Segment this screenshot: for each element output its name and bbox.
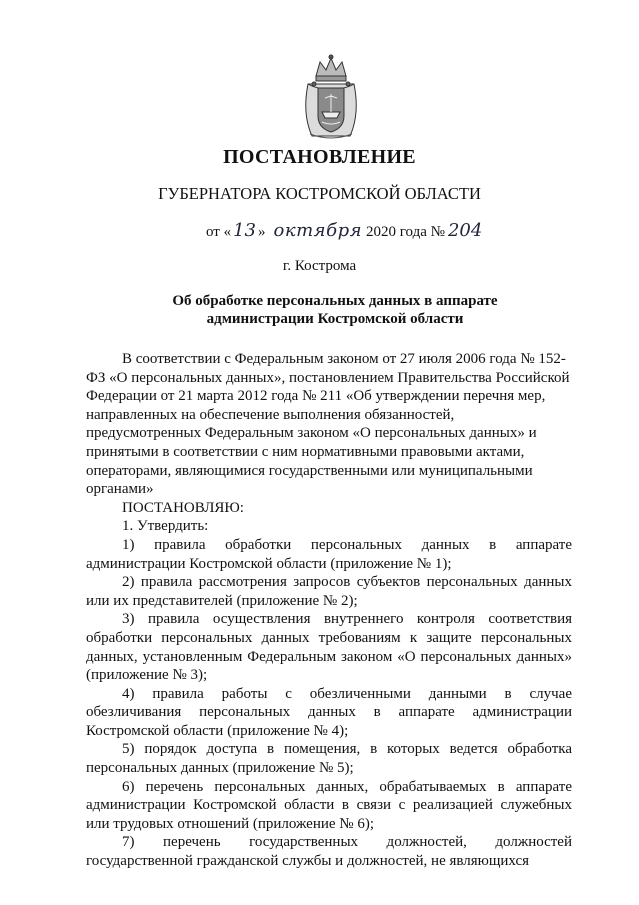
- issuer-subtitle: ГУБЕРНАТОРА КОСТРОМСКОЙ ОБЛАСТИ: [158, 184, 481, 203]
- list-item: 1) правила обработки персональных данных в аппарате администрации Костромской области (приложение № 1);: [86, 536, 572, 572]
- decree-word: ПОСТАНОВЛЯЮ:: [122, 499, 244, 516]
- date-mid: »: [258, 224, 266, 240]
- coat-of-arms-icon: [298, 54, 364, 142]
- preamble-paragraph: В соответствии с Федеральным законом от 27 июля 2006 года № 152-ФЗ «О персональных данных», постановлением Правительства Российской Федерации от 21 марта 2012 года № 211 «Об утверждении перечня мер, направленных на обеспечение выполнения обязанностей, предусмотренных Федеральным законом «О персональных данных» и принятыми в соответствии с ним нормативными правовыми актами, операторами, являющимися государственными или муниципальными органами»: [86, 351, 570, 498]
- list-item: 5) порядок доступа в помещения, в которых ведется обработка персональных данных (приложение № 5);: [86, 741, 572, 777]
- date-day: 13: [233, 220, 257, 241]
- date-prefix: от «: [206, 224, 232, 240]
- document-number: 204: [447, 220, 483, 241]
- list-item: 4) правила работы с обезличенными данными в случае обезличивания персональных данных в аппарате администрации Костромской области (приложение № 4);: [86, 685, 572, 739]
- city-line: г. Кострома: [282, 258, 357, 274]
- item-1-heading: 1. Утвердить:: [122, 518, 209, 535]
- date-line: [206, 220, 482, 241]
- list-item: 2) правила рассмотрения запросов субъектов персональных данных или их представителей (приложение № 2);: [86, 574, 572, 609]
- document-subject-title: [150, 292, 520, 328]
- document-body: [86, 350, 572, 871]
- subject-title-line-2: администрации Костромской области: [206, 311, 464, 327]
- list-item: 6) перечень персональных данных, обрабатываемых в аппарате администрации Костромской области в связи с реализацией служебных или трудовых отношений (приложение № 6);: [86, 778, 572, 832]
- list-item: 3) правила осуществления внутреннего контроля соответствия обработки персональных данных требованиям к защите персональных данных, установленным Федеральным законом «О персональных данных» (приложение № 3);: [86, 611, 572, 684]
- date-month: октября: [273, 220, 363, 241]
- list-item: 7) перечень государственных должностей, должностей государственной гражданской службы и должностей, не являющихся: [86, 834, 572, 870]
- date-year-text: 2020 года №: [366, 224, 445, 240]
- document-type-title: ПОСТАНОВЛЕНИЕ: [223, 146, 416, 168]
- subject-title-line-1: Об обработке персональных данных в аппарате: [172, 293, 498, 309]
